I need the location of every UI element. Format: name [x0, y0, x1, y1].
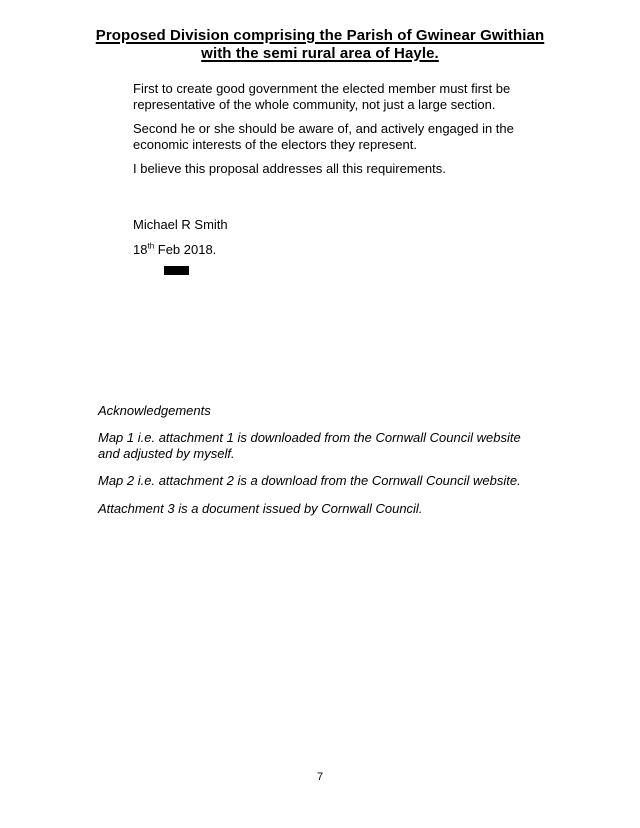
document-title-line2	[0, 45, 640, 63]
date-rest: Feb 2018.	[154, 242, 217, 257]
signature-date	[133, 242, 563, 258]
date-ordinal: th	[147, 241, 155, 251]
author-name: Michael R Smith	[133, 216, 228, 232]
document-title-line1-text: Proposed Division comprising the Parish of Gwinear Gwithian	[95, 27, 545, 44]
acknowledgement-item-1: Map 1 i.e. attachment 1 is downloaded from the Cornwall Council website and adjusted by myself.	[98, 430, 521, 461]
page-number: 7	[316, 771, 324, 783]
body-text-section	[133, 81, 563, 275]
document-title-line2-text: with the semi rural area of Hayle.	[201, 45, 439, 62]
paragraph-1: First to create good government the elected member must first be representative of the whole community, not just a large section.	[133, 81, 511, 112]
paragraph-2: Second he or she should be aware of, and actively engaged in the economic interests of the electors they represent.	[133, 121, 514, 152]
redacted-signature-block	[164, 266, 189, 275]
date-day: 18	[133, 242, 148, 257]
acknowledgement-item-2: Map 2 i.e. attachment 2 is a download from the Cornwall Council website.	[98, 473, 521, 488]
document-title	[0, 0, 640, 63]
acknowledgement-item-3: Attachment 3 is a document issued by Cornwall Council.	[98, 500, 423, 516]
acknowledgements-section	[98, 403, 533, 517]
acknowledgements-heading: Acknowledgements	[98, 402, 211, 418]
document-title-line1	[0, 27, 640, 45]
paragraph-3: I believe this proposal addresses all this requirements.	[133, 161, 446, 176]
